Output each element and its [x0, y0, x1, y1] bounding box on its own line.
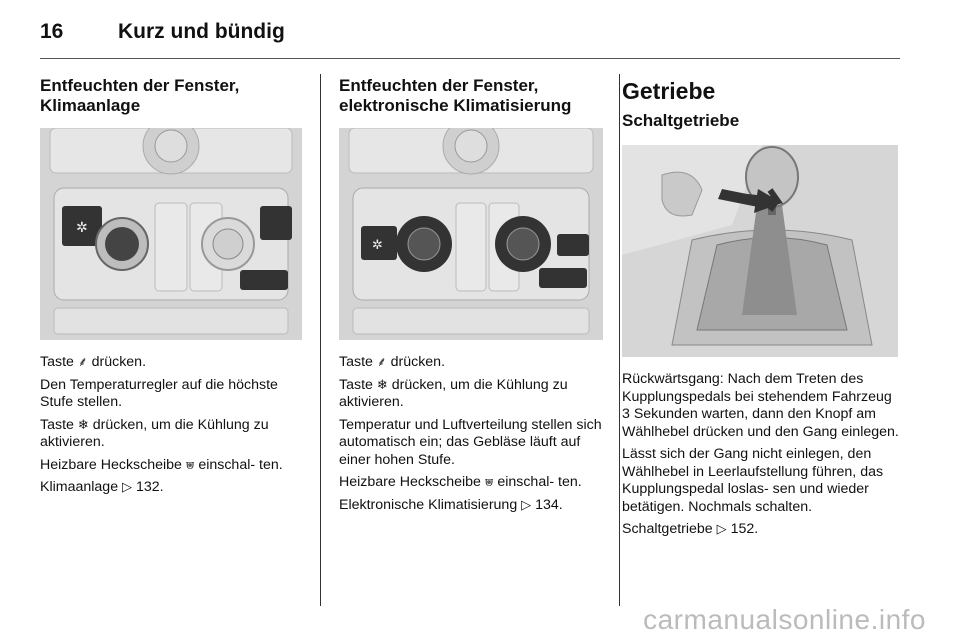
section-heading: Entfeuchten der Fenster, Klimaanlage — [40, 76, 240, 115]
section-body — [40, 354, 304, 497]
chapter-heading: Getriebe — [622, 78, 716, 104]
section-body — [339, 354, 605, 514]
header-rule — [40, 58, 900, 59]
text: drücken. — [390, 354, 446, 370]
reference-arrow-icon: ▷ — [716, 522, 727, 537]
section-body — [622, 371, 902, 539]
rear-window-heat-icon: ⩐ — [185, 457, 195, 473]
text: Taste — [339, 354, 373, 370]
text: drücken, um die Kühlung zu aktivieren. — [40, 416, 269, 450]
text: einschal- ten. — [497, 474, 582, 490]
paragraph: Den Temperaturregler auf die höchste Stufe stellen. — [40, 376, 278, 410]
windshield-defrost-icon: ⸙ — [77, 355, 88, 370]
section-heading: Schaltgetriebe — [622, 111, 740, 130]
page-title: Kurz und bündig — [118, 20, 285, 43]
text: drücken. — [91, 354, 147, 370]
text: Taste — [40, 416, 74, 433]
page-reference: 152. — [730, 521, 759, 537]
text: drücken, um die Kühlung zu aktivieren. — [339, 376, 568, 410]
column-divider-1 — [320, 74, 321, 606]
page-reference: 132. — [136, 479, 164, 495]
paragraph — [40, 417, 304, 452]
figure-gear-lever — [622, 145, 898, 357]
paragraph: Temperatur und Luftverteilung stellen sich automatisch ein; das Gebläse läuft auf einer hohen Stufe. — [339, 416, 602, 468]
section-heading: Entfeuchten der Fenster, elektronische Klimatisierung — [339, 76, 572, 115]
paragraph — [40, 457, 304, 475]
text: einschal- ten. — [198, 456, 283, 473]
paragraph — [339, 474, 605, 492]
page-header — [40, 18, 900, 48]
text: Klimaanlage — [40, 479, 119, 495]
paragraph — [339, 377, 605, 412]
column-electronic-climate — [339, 76, 605, 519]
text: Elektronische Klimatisierung — [339, 496, 518, 513]
paragraph — [339, 354, 605, 372]
paragraph: Lässt sich der Gang nicht einlegen, den Wählhebel in Leerlaufstellung führen, das Kupplungspedal loslas- sen und wieder betätigen. Nochmals schalten. — [622, 446, 884, 515]
text: Taste — [339, 376, 373, 393]
column-transmission — [622, 76, 902, 544]
figure-electronic-climate-panel — [339, 128, 603, 340]
paragraph: Rückwärtsgang: Nach dem Treten des Kupplungspedals bei stehendem Fahrzeug 3 Sekunden warten, dann den Knopf am Wählhebel drücken und den Gang einlegen. — [622, 371, 899, 440]
text: Schaltgetriebe — [622, 521, 713, 537]
rear-window-heat-icon: ⩐ — [484, 475, 494, 490]
reference-arrow-icon: ▷ — [521, 497, 532, 513]
windshield-defrost-icon: ⸙ — [376, 355, 387, 370]
reference-arrow-icon: ▷ — [122, 480, 133, 495]
svg-text:✲: ✲ — [76, 220, 88, 236]
column-climate-ac — [40, 76, 304, 502]
page-reference: 134. — [535, 496, 563, 513]
figure-climate-panel — [40, 128, 302, 340]
svg-text:✲: ✲ — [372, 238, 383, 253]
page-number: 16 — [40, 20, 64, 43]
snowflake-ac-icon: ❄ — [77, 417, 89, 433]
watermark: carmanualsonline.info — [643, 604, 926, 635]
text: Heizbare Heckscheibe — [40, 456, 182, 473]
snowflake-ac-icon: ❄ — [376, 377, 388, 393]
cross-reference — [339, 497, 605, 515]
paragraph — [40, 354, 304, 372]
text: Taste — [40, 354, 74, 370]
cross-reference — [40, 479, 304, 497]
cross-reference — [622, 521, 902, 539]
column-divider-2 — [619, 74, 620, 606]
text: Heizbare Heckscheibe — [339, 474, 481, 490]
